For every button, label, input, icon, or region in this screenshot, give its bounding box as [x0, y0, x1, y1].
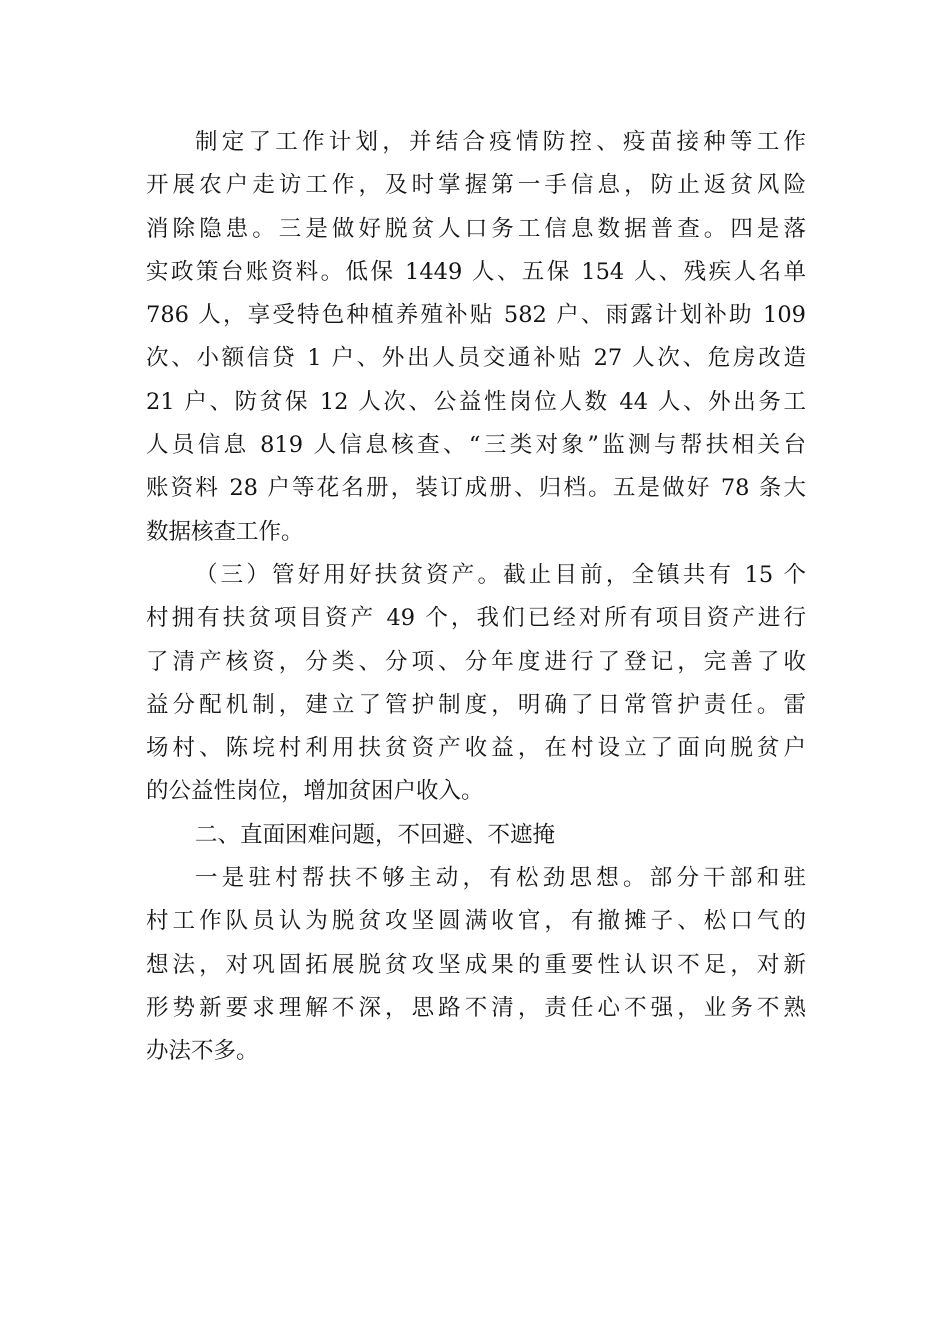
document-body [146, 121, 806, 1074]
paragraph-line: 村拥有扶贫项目资产 49 个，我们已经对所有项目资产进行 [146, 605, 806, 632]
paragraph-line: 消除隐患。三是做好脱贫人口务工信息数据普查。四是落 [146, 215, 806, 242]
paragraph-line: （三）管好用好扶贫资产。截止目前，全镇共有 15 个 [195, 561, 806, 588]
paragraph-line: 次、小额信贷 1 户、外出人员交通补贴 27 人次、危房改造 [146, 345, 806, 372]
section-heading: 二、直面困难问题，不回避、不遮掩 [195, 821, 556, 848]
paragraph-line: 了清产核资，分类、分项、分年度进行了登记，完善了收 [146, 648, 806, 675]
paragraph-line: 人员信息 819 人信息核查、“三类对象”监测与帮扶相关台 [146, 432, 806, 459]
paragraph-line: 开展农户走访工作，及时掌握第一手信息，防止返贫风险 [146, 172, 806, 199]
paragraph-line: 形势新要求理解不深，思路不清，责任心不强，业务不熟 [146, 994, 806, 1021]
paragraph-line: 786 人，享受特色种植养殖补贴 582 户、雨露计划补助 109 [146, 302, 806, 329]
paragraph-line: 想法，对巩固拓展脱贫攻坚成果的重要性认识不足，对新 [146, 951, 806, 978]
paragraph-line: 制定了工作计划，并结合疫情防控、疫苗接种等工作 [195, 129, 806, 155]
paragraph-line: 实政策台账资料。低保 1449 人、五保 154 人、残疾人名单 [146, 258, 806, 285]
paragraph-line: 的公益性岗位，增加贫困户收入。 [146, 778, 484, 805]
paragraph-line: 一是驻村帮扶不够主动，有松劲思想。部分干部和驻 [195, 865, 806, 892]
paragraph-line: 账资料 28 户等花名册，装订成册、归档。五是做好 78 条大 [146, 475, 806, 502]
paragraph-line: 21 户、防贫保 12 人次、公益性岗位人数 44 人、外出务工 [146, 388, 806, 415]
paragraph-line: 益分配机制，建立了管护制度，明确了日常管护责任。雷 [146, 691, 806, 718]
paragraph-line: 村工作队员认为脱贫攻坚圆满收官，有撤摊子、松口气的 [146, 908, 806, 935]
paragraph-line: 数据核查工作。 [146, 518, 304, 545]
paragraph-line: 办法不多。 [146, 1038, 259, 1065]
paragraph-line: 场村、陈垸村利用扶贫资产收益，在村设立了面向脱贫户 [146, 735, 806, 762]
